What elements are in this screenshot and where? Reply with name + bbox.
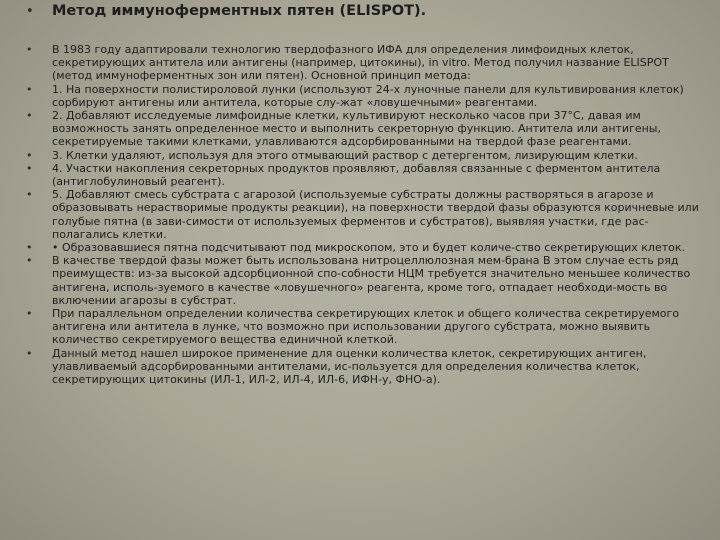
bullet-marker: •	[26, 161, 33, 175]
list-item-text: В качестве твердой фазы может быть использована нитроцеллюлозная мем-брана В этом случае есть ряд преимуществ: из-за высокой адсорбционной спо-собности НЦМ требуется значительно меньшее количество антигена, исполь-зуемого в качестве «ловушечного» реагента, кроме того, отпадает необходи-мость во включении агарозы в субстрат.	[52, 254, 691, 307]
title-row	[26, 1, 426, 22]
slide-title: Метод иммуноферментных пятен (ELISPOT).	[52, 3, 427, 19]
bullet-list	[26, 43, 706, 386]
list-item-text: Данный метод нашел широкое применение для оценки количества клеток, секретирующих антиген, улавливаемый адсорбированными антителами, ис-пользуется для определения количества клеток, секретирующих цитокины (ИЛ-1, ИЛ-2, ИЛ-4, ИЛ-6, ИФН-у, ФНО-а).	[52, 346, 647, 387]
list-item-text: В 1983 году адаптировали технологию твердофазного ИФА для определения лимфоидных клеток, секретирующих антитела или антигены (например, цитокины), in vitro. Метод получил название ELISPOT (метод иммуноферментных зон или пятен). Основной принцип метода:	[52, 43, 669, 83]
list-item	[26, 83, 706, 109]
list-item-text: • Образовавшиеся пятна подсчитывают под микроскопом, это и будет количе-ство секретирующих клеток.	[52, 241, 685, 255]
list-item	[26, 109, 706, 149]
list-item	[26, 241, 706, 254]
list-item	[26, 307, 706, 347]
list-item-text: 2. Добавляют исследуемые лимфоидные клетки, культивируют несколько часов при 37°С, давая им возможность занять определенное место и выполнить секреторную функцию. Антитела или антигены, секретируемые такими клетками, улавливаются адсорбированными на твердой фазе реагентами.	[52, 109, 661, 149]
bullet-marker: •	[26, 148, 33, 162]
title-bullet: •	[26, 4, 34, 19]
bullet-marker: •	[26, 346, 33, 360]
list-item	[26, 162, 706, 188]
list-item	[26, 188, 706, 241]
bullet-marker: •	[26, 241, 33, 255]
list-item	[26, 43, 706, 83]
list-item	[26, 149, 706, 162]
list-item-text: 3. Клетки удаляют, используя для этого отмывающий раствор с детергентом, лизирующим клетки.	[52, 148, 638, 162]
bullet-marker: •	[26, 254, 33, 268]
list-item-text: При параллельном определении количества секретирующих клеток и общего количества секретируемого антигена или антитела в лунке, что возможно при использовании другого субстрата, можно выявить количество секретируемого вещества единичной клеткой.	[52, 307, 680, 347]
bullet-marker: •	[26, 307, 33, 321]
list-item	[26, 254, 706, 307]
list-item-text: 5. Добавляют смесь субстрата с агарозой (используемые субстраты должны растворяться в агарозе и образовывать нерастворимые продукты реакции), на поверхности твердой фазы образуются коричневые или голубые пятна (в зави-симости от используемых ферментов и субстратов), выявляя участки, где рас-полагались клетки.	[52, 188, 699, 241]
bullet-marker: •	[26, 109, 33, 123]
bullet-marker: •	[26, 82, 33, 96]
list-item-text: 1. На поверхности полистироловой лунки (используют 24-х луночные панели для культивирования клеток) сорбируют антигены или антитела, которые слу-жат «ловушечными» реагентами.	[52, 82, 684, 109]
list-item	[26, 347, 706, 387]
bullet-marker: •	[26, 43, 33, 56]
list-item-text: 4. Участки накопления секреторных продуктов проявляют, добавляя связанные с ферментом антитела (антиглобулиновый реагент).	[52, 161, 661, 189]
bullet-marker: •	[26, 188, 33, 202]
